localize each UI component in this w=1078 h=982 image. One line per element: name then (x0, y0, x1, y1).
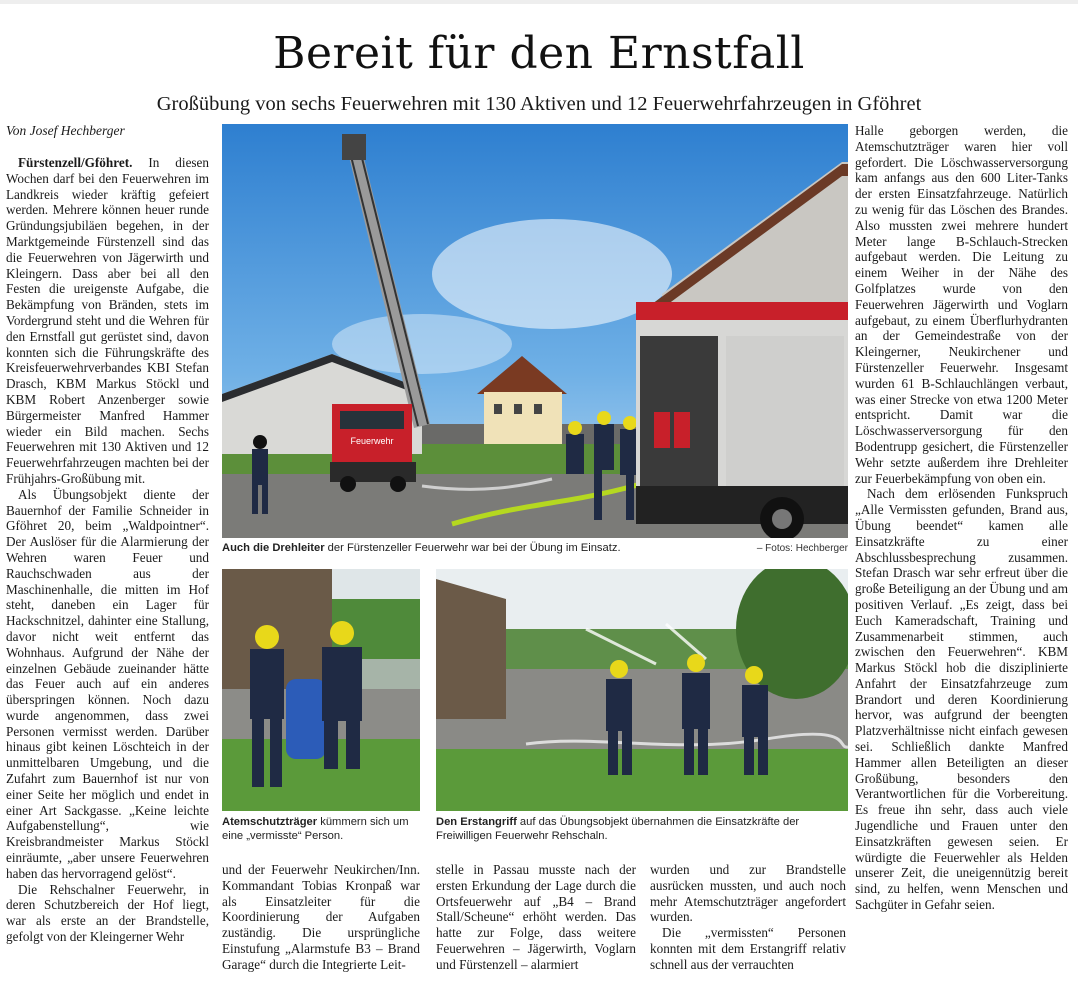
paragraph-text: und der Feuerwehr Neukirchen/Inn. Kommandant Tobias Kronpaß war als Einsatzleiter für die Koordinierung der Aufgaben zuständig. Die ursprüngliche Einstufung „Alarmstufe B3 – Brand Garage“ durch die Integrierte Leit- (222, 862, 420, 972)
photo-illustration (222, 124, 848, 538)
paragraph: Die Rehschalner Feuerwehr, in deren Schutzbereich der Hof liegt, war als erste an der Brandstelle, gefolgt von der Kleingerner Wehr (6, 881, 209, 945)
headline: Bereit für den Ernstfall (273, 28, 805, 79)
photo-illustration (436, 569, 848, 811)
paragraph: Als Übungsobjekt diente der Bauernhof der Familie Schneider in Gföhret 20, beim „Waldpointner“. Der Auslöser für die Alarmierung der Wehren waren Feuer und Rauchschwaden aus der Maschinenhalle, die mitten im Hof steht, daneben ein Lager für Hackschnitzel, dahinter eine Stallung, davor nicht weit entfernt das Wohnhaus. Aufgrund der Nähe der einzelnen Gebäude zueinander hätte das Feuer auch auf ein anderes überspringen können. Noch dazu wurde angenommen, dass zwei Personen vermisst werden. Darüber hinaus gibt keinen Löschteich in der unmittelbaren Umgebung, und die Zufahrt zum Bauernhof ist nur von einer Seite her möglich und endet in einer Art Sackgasse. „Keine leichte Aufgabenstellung“, wie Kreisbrandmeister Markus Stöckl einräumte, „aber unsere Feuerwehren haben das hervorragend gelöst“. (6, 486, 209, 881)
paragraph-text: In diesen Wochen darf bei den Feuerwehren im Landkreis wieder kräftig gefeiert werden. Mehrere können heuer runde Gründungsjubiläen begehen, in der Marktgemeinde Fürstenzell sind das die Feuerwehren von Jägerwirth und Kleingern. Dass aber bei all den Festen die ureigenste Aufgabe, die Bekämpfung von Bränden, stets im Vordergrund steht und die Wehren für den Ernstfall gut gerüstet sind, davon konnten sich die Führungskräfte des Kreisfeuerwehrverbandes KBI Stefan Drasch, KBM Markus Stöckl und KBM Robert Anzenberger sowie Bürgermeister Manfred Hammer wieder ein Bild machen. Sechs Feuerwehren mit 130 Aktiven und 12 Feuerwehrfahrzeugen machten bei der Frühjahrs-Großübung mit. (6, 155, 209, 486)
truck-label: Feuerwehr (350, 436, 394, 446)
paragraph: wurden und zur Brandstelle ausrücken mussten, und auch noch mehr Atemschutzträger angefordert wurden. (650, 862, 846, 925)
paragraph: Die „vermissten“ Personen konnten mit dem Erstangriff relativ schnell aus der verrauchten (650, 925, 846, 972)
paragraph-text: stelle in Passau musste nach der ersten Erkundung der Lage durch die Ortsfeuerwehr auf „B4 – Brand Stall/Scheune“ erhöht werden. Das hatte zur Folge, dass weitere Feuerwehren – Jägerwirth, Voglarn und Fürstenzell – alarmiert (436, 862, 636, 972)
photo-caption-right (436, 815, 848, 843)
caption-text: kümmern sich um eine „vermisste“ Person. (222, 816, 409, 842)
bottom-column-1 (222, 862, 420, 973)
dateline: Fürstenzell/Gföhret. (18, 155, 133, 170)
fire-engine (636, 302, 848, 538)
byline: Von Josef Hechberger (6, 123, 125, 138)
photo-first-attack (436, 569, 848, 811)
left-column (6, 155, 209, 945)
rescue-dummy (286, 679, 326, 759)
photo-caption-left (222, 815, 420, 843)
paragraph (6, 155, 209, 487)
caption-text: der Fürstenzeller Feuerwehr war bei der Übung im Einsatz. (324, 542, 621, 554)
caption-text: auf das Übungsobjekt übernahmen die Einsatzkräfte der Freiwilligen Feuerwehr Rehschaln. (436, 816, 800, 842)
ladder-truck (330, 404, 416, 492)
photo-illustration (222, 569, 420, 811)
subheadline: Großübung von sechs Feuerwehren mit 130 Aktiven und 12 Feuerwehrfahrzeugen in Gföhret (156, 93, 922, 115)
caption-lead: Den Erstangriff (436, 816, 517, 828)
caption-lead: Atemschutzträger (222, 816, 318, 828)
bottom-column-2 (436, 862, 636, 973)
top-rule (0, 0, 1078, 4)
paragraph: Halle geborgen werden, die Atemschutzträger waren hier voll gefordert. Die Löschwasserversorgung kam anfangs aus den 600 Liter-Tanks der ersten Einsatzfahrzeuge. Natürlich zu wenig für das Löschen des Brandes. Also mussten zwei mehrere hundert Meter lange B-Schlauch-Strecken aufgebaut werden. Die Leitung zu einem Weiher in der Nähe des Golfplatzes wurde von den Feuerwehren Jägerwirth und Voglarn aufgebaut, zu einem Überflurhydranten an der Gemeindestraße von der Kleingerner, Neukirchener und Fürstenzeller Feuerwehr. Insgesamt wurden 61 B-Schlauchlängen verbaut, was einer Strecke von etwa 1200 Meter entspricht. Damit war die Löschwasserversorgung für den Bodentrupp gesichert, die Fürstenzeller Wehr setzte außerdem ihre Drehleiter zur Feuerbekämpfung von oben ein. (855, 123, 1068, 486)
paragraph: Nach dem erlösenden Funkspruch „Alle Vermissten gefunden, Brand aus, Übung beendet“ kamen alle Einsatzkräfte zu einer Abschlussbesprechung zusammen. Stefan Drasch war sehr erfreut über die große Beteiligung an der Übung und am positiven Verlauf. „Es zeigt, dass bei Euch Kameradschaft, Training und Zusammenarbeit stimmen, auch zwischen den Feuerwehren“. KBM Markus Stöckl hob die disziplinierte Anfahrt der Einsatzfahrzeuge zum Brandort und deren Koordinierung hervor, was aufgrund der beengten Platzverhältnisse nicht einfach gewesen sei. Schließlich dankte Manfred Hammer allen Beteiligten an dieser Großübung, besonders den Verantwortlichen für die Vorbereitung. Es freue ihn sehr, dass auch viele Jugendliche und Frauen unter den Einsatzkräften gewesen seien. Er würdigte die Feuerwehler als Helden unserer Zeit, die uneigennützig bereit sind, zu helfen, wenn Menschen und Sachgüter in Gefahr seien. (855, 486, 1068, 913)
photo-respiratory-protection (222, 569, 420, 811)
right-column (855, 123, 1068, 913)
photo-caption-main (222, 541, 742, 555)
caption-lead: Auch die Drehleiter (222, 542, 325, 554)
bottom-column-3 (650, 862, 846, 973)
photo-credit: – Fotos: Hechberger (756, 543, 848, 554)
photo-turntable-ladder (222, 124, 848, 538)
